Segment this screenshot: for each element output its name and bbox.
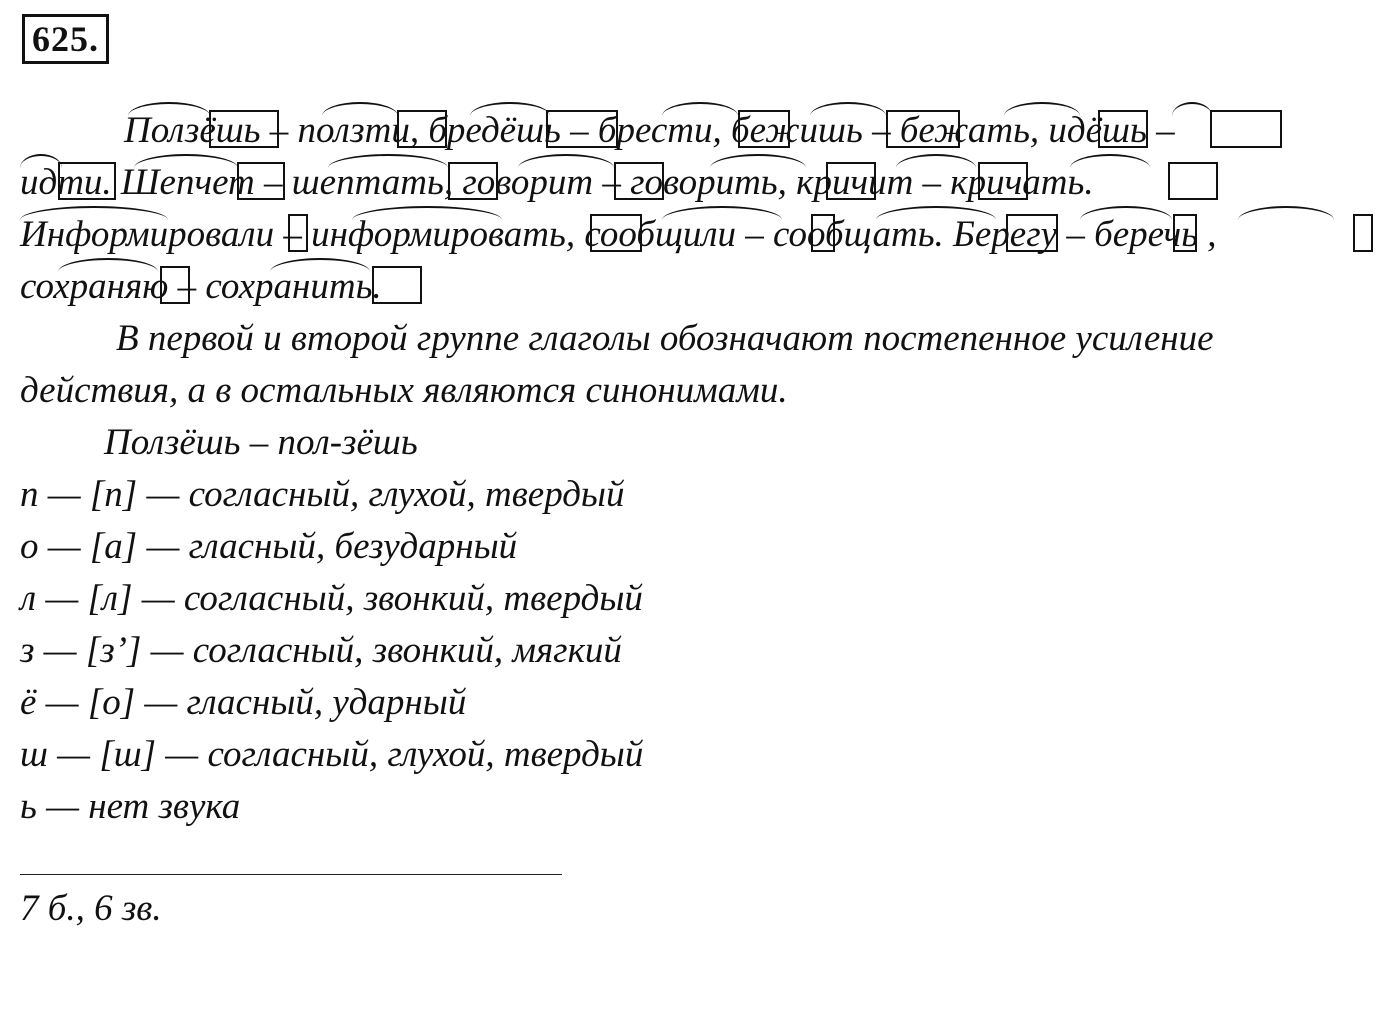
suffix-box xyxy=(738,110,790,148)
root-arc xyxy=(1172,102,1212,116)
root-arc xyxy=(20,154,62,168)
root-arc xyxy=(328,154,448,168)
root-arc xyxy=(58,258,158,272)
morpheme-line-4: сохраняю – сохранить. xyxy=(20,266,382,307)
morpheme-line-2: идти. Шепчет – шептать, говорит – говорить, кричит – кричать. xyxy=(20,162,1094,203)
phonetic-row-sh: ш — [ш] — согласный, глухой, твердый xyxy=(20,734,644,775)
suffix-box xyxy=(590,214,642,252)
phonetic-row-soft-sign: ь — нет звука xyxy=(20,786,241,827)
ending-box xyxy=(1210,110,1282,148)
root-arc xyxy=(322,102,398,116)
ending-box xyxy=(1353,214,1373,252)
phonetic-row-p: п — [п] — согласный, глухой, твердый xyxy=(20,474,625,515)
root-arc xyxy=(128,102,210,116)
root-arc xyxy=(1070,154,1150,168)
ending-box xyxy=(209,110,279,148)
divider xyxy=(20,874,562,875)
ending-box xyxy=(546,110,618,148)
root-arc xyxy=(1238,206,1334,220)
suffix-box xyxy=(372,266,422,304)
ending-box xyxy=(288,214,308,252)
root-arc xyxy=(810,102,886,116)
ending-box xyxy=(886,110,960,148)
syllable-line: Ползёшь – пол-зёшь xyxy=(104,422,418,463)
root-arc xyxy=(518,154,614,168)
letter-sound-summary: 7 б., 6 зв. xyxy=(20,888,162,929)
root-arc xyxy=(1004,102,1080,116)
root-arc xyxy=(1080,206,1172,220)
suffix-box xyxy=(826,162,876,200)
root-arc xyxy=(710,154,806,168)
suffix-box xyxy=(1168,162,1218,200)
ending-box xyxy=(614,162,664,200)
root-arc xyxy=(20,206,168,220)
root-arc xyxy=(896,154,976,168)
phonetic-row-yo: ё — [о] — гласный, ударный xyxy=(20,682,467,723)
root-arc xyxy=(134,154,238,168)
root-arc xyxy=(470,102,550,116)
ending-box xyxy=(1173,214,1197,252)
explanation-line-1: В первой и второй группе глаголы обозначают постепенное усиление xyxy=(116,318,1214,359)
morpheme-line-3: Информировали – информировать, сообщили – сообщать. Берегу – беречь , xyxy=(20,214,1217,255)
root-arc xyxy=(662,102,738,116)
root-arc xyxy=(270,258,370,272)
ending-box xyxy=(811,214,835,252)
ending-box xyxy=(978,162,1028,200)
root-arc xyxy=(352,206,502,220)
suffix-box xyxy=(1098,110,1148,148)
suffix-box xyxy=(1006,214,1058,252)
explanation-line-2: действия, а в остальных являются синонимами. xyxy=(20,370,788,411)
ending-box xyxy=(160,266,190,304)
root-arc xyxy=(662,206,782,220)
suffix-box xyxy=(448,162,498,200)
suffix-box xyxy=(397,110,447,148)
suffix-box xyxy=(58,162,116,200)
phonetic-row-z: з — [з’] — согласный, звонкий, мягкий xyxy=(20,630,622,671)
phonetic-row-o: о — [а] — гласный, безударный xyxy=(20,526,518,567)
root-arc xyxy=(876,206,996,220)
phonetic-row-l: л — [л] — согласный, звонкий, твердый xyxy=(20,578,643,619)
exercise-number: 625. xyxy=(22,14,109,64)
ending-box xyxy=(237,162,285,200)
morpheme-line-1: Ползёшь – ползти, бредёшь – брести, бежишь – бежать, идёшь – xyxy=(124,110,1175,151)
